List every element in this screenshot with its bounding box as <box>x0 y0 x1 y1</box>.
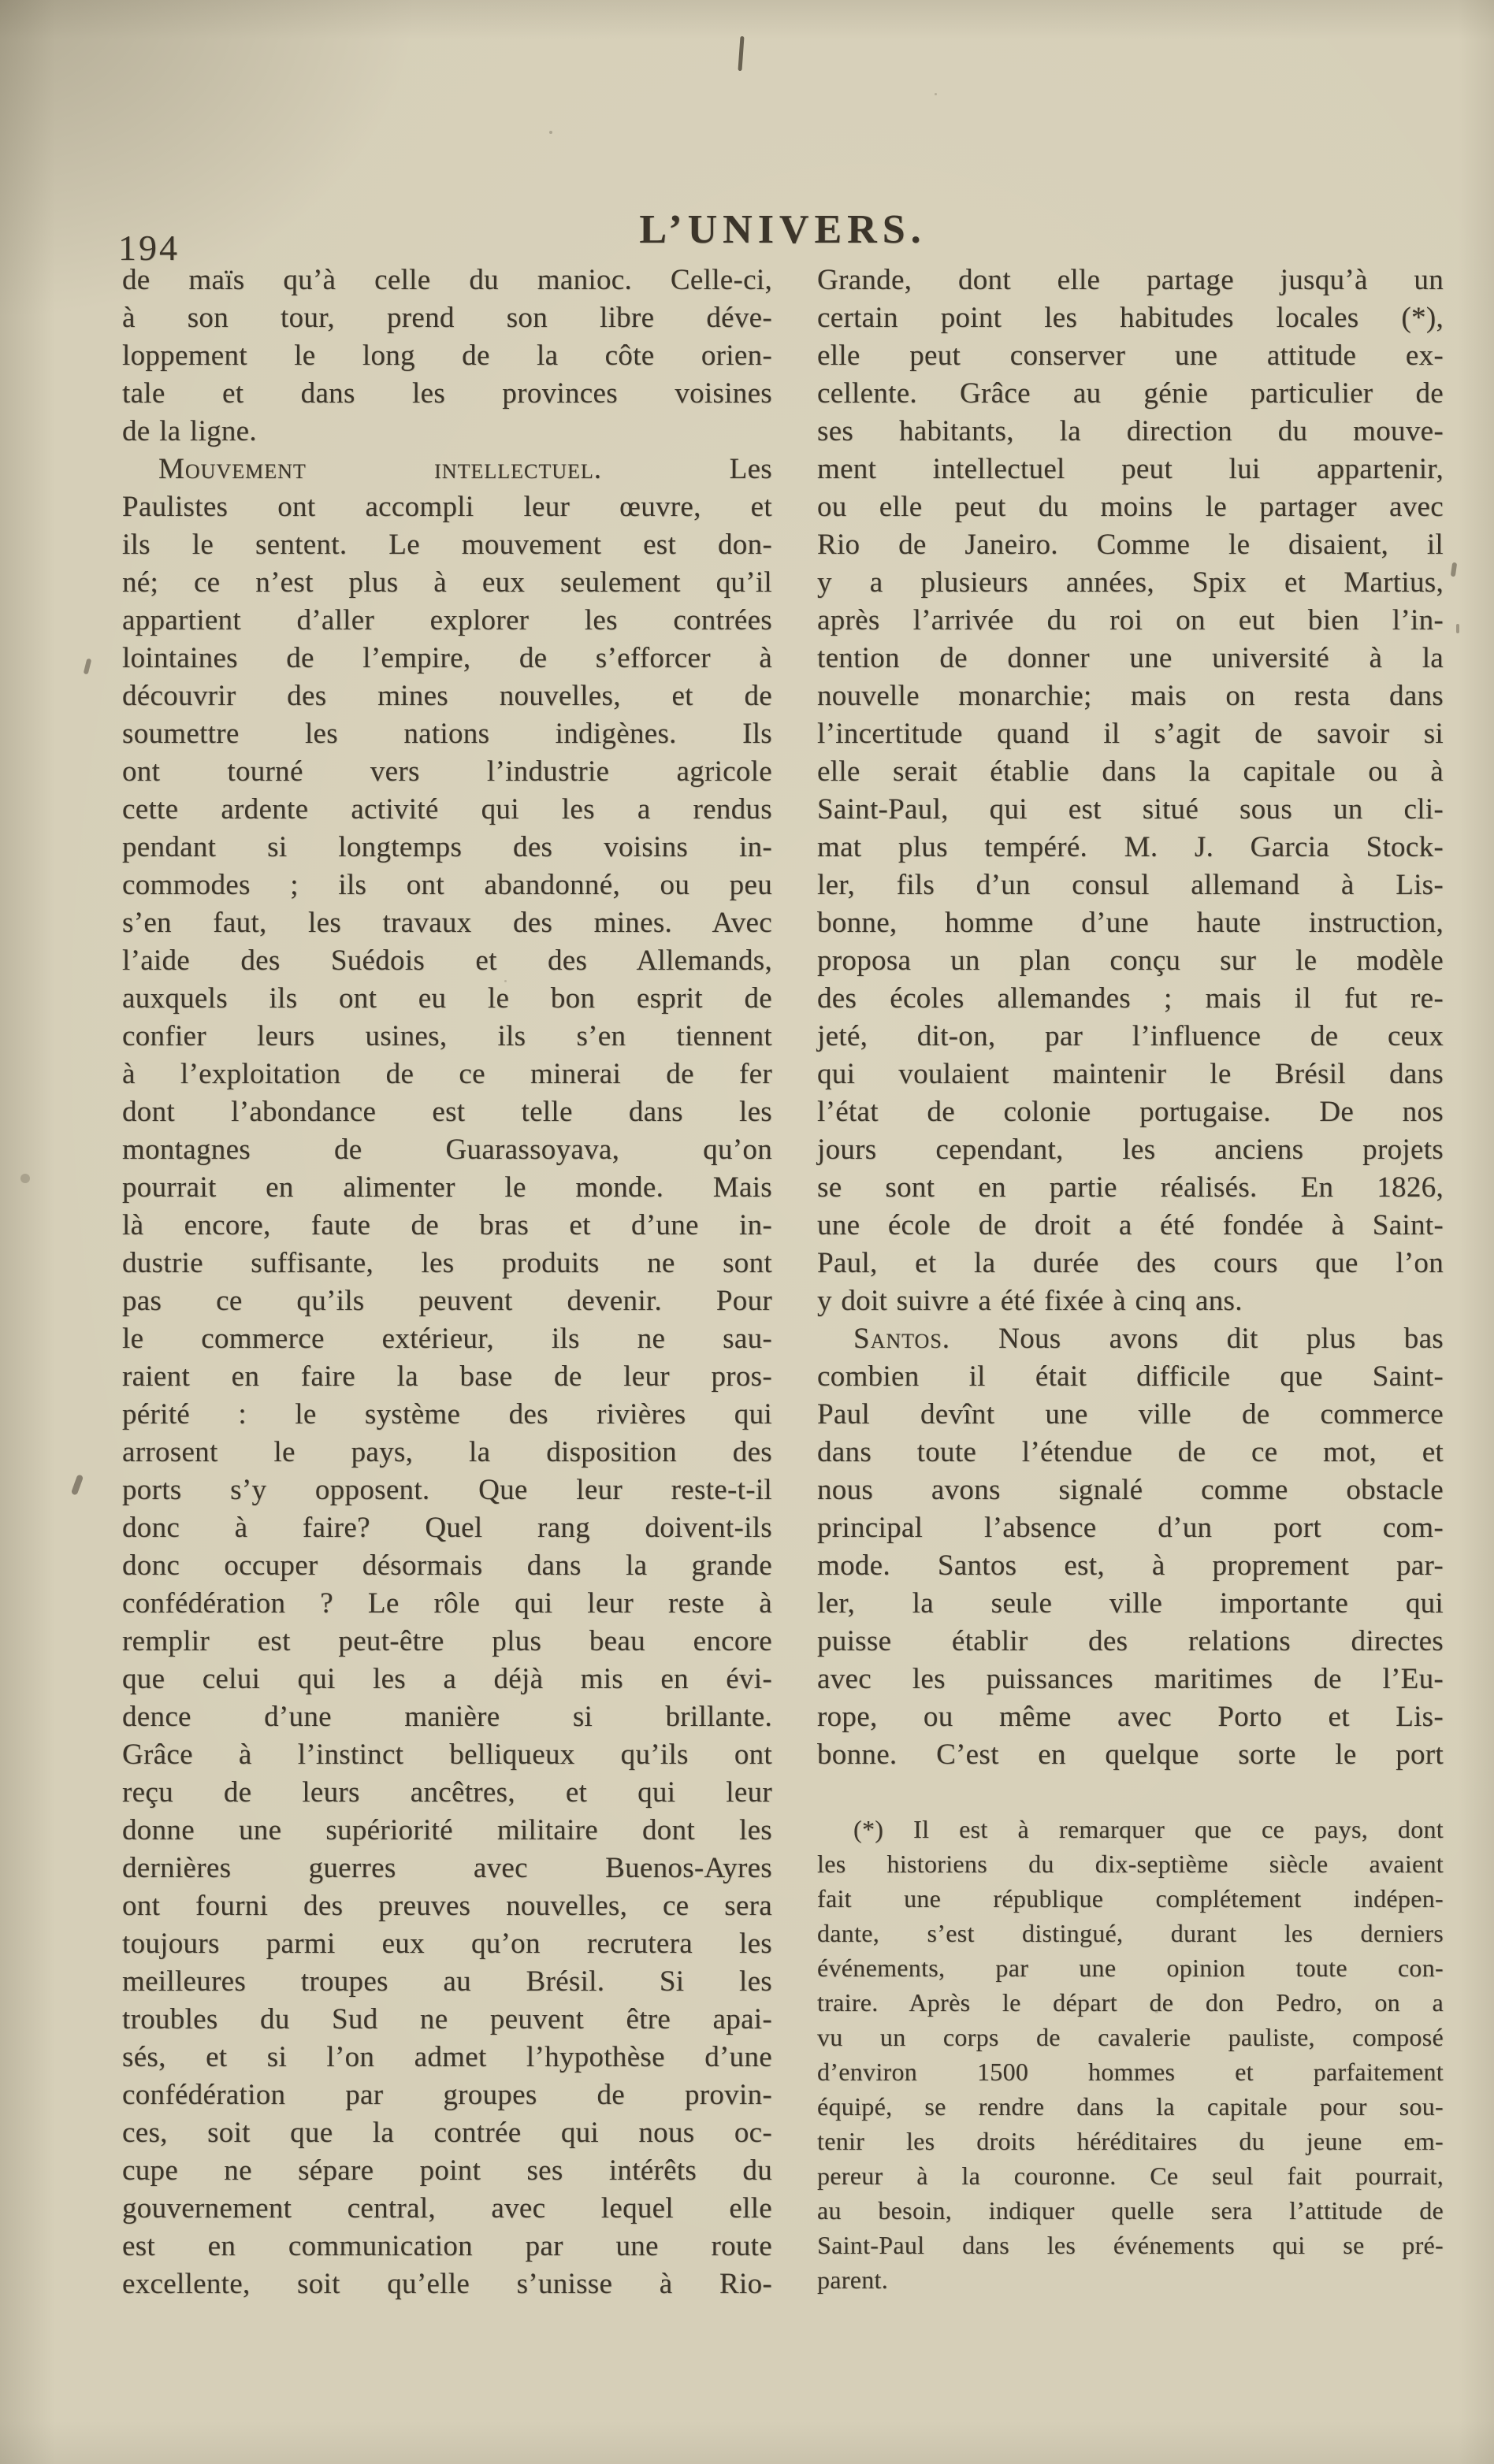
text-line: traire. Après le départ de don Pedro, on a <box>817 1988 1444 2017</box>
text-line: raient en faire la base de leur pros- <box>122 1360 772 1393</box>
text-line: des écoles allemandes ; mais il fut re- <box>817 982 1444 1015</box>
text-line: elle serait établie dans la capitale ou à <box>817 755 1444 788</box>
text-line: pereur à la couronne. Ce seul fait pourrait, <box>817 2162 1444 2190</box>
text-line: confédération par groupes de provin- <box>122 2079 772 2111</box>
text-line: pendant si longtemps des voisins in- <box>122 831 772 863</box>
text-line: pourrait en alimenter le monde. Mais <box>122 1171 772 1204</box>
text-line: donne une supériorité militaire dont les <box>122 1814 772 1846</box>
text-line: qui voulaient maintenir le Brésil dans <box>817 1058 1444 1090</box>
text-line: vu un corps de cavalerie pauliste, composé <box>817 2023 1444 2051</box>
text-line: Grâce à l’instinct belliqueux qu’ils ont <box>122 1739 772 1771</box>
text-line: arrosent le pays, la disposition des <box>122 1436 772 1468</box>
text-line: montagnes de Guarassoyava, qu’on <box>122 1134 772 1166</box>
text-line: remplir est peut-être plus beau encore <box>122 1625 772 1657</box>
left-column <box>122 262 772 2303</box>
text-line: l’aide des Suédois et des Allemands, <box>122 944 772 977</box>
text-line: lointaines de l’empire, de s’efforcer à <box>122 642 772 674</box>
text-line: après l’arrivée du roi on eut bien l’in- <box>817 604 1444 636</box>
ink-speck <box>935 93 937 95</box>
text-line: ou elle peut du moins le partager avec <box>817 491 1444 523</box>
text-line: ils le sentent. Le mouvement est don- <box>122 529 772 561</box>
right-column <box>817 262 1444 2303</box>
text-line: Paul, et la durée des cours que l’on <box>817 1247 1444 1279</box>
text-line: nouvelle monarchie; mais on resta dans <box>817 680 1444 712</box>
text-line: découvrir des mines nouvelles, et de <box>122 680 772 712</box>
text-line: meilleures troupes au Brésil. Si les <box>122 1965 772 1998</box>
scan-artifact <box>738 36 744 71</box>
text-line: cette ardente activité qui les a rendus <box>122 793 772 826</box>
text-line: excellente, soit qu’elle s’unisse à Rio- <box>122 2268 772 2300</box>
text-line: donc à faire? Quel rang doivent-ils <box>122 1512 772 1544</box>
text-line: ment intellectuel peut lui appartenir, <box>817 453 1444 485</box>
text-line: reçu de leurs ancêtres, et qui leur <box>122 1776 772 1809</box>
text-line: pas ce qu’ils peuvent devenir. Pour <box>122 1285 772 1317</box>
text-line: fait une république complétement indépen- <box>817 1884 1444 1913</box>
text-line: commodes ; ils ont abandonné, ou peu <box>122 869 772 901</box>
text-line: l’état de colonie portugaise. De nos <box>817 1096 1444 1128</box>
text-line: parent. <box>817 2265 889 2294</box>
text-line: elle peut conserver une attitude ex- <box>817 340 1444 372</box>
text-line: puisse établir des relations directes <box>817 1625 1444 1657</box>
text-line: gouvernement central, avec lequel elle <box>122 2192 772 2225</box>
text-line: à l’exploitation de ce minerai de fer <box>122 1058 772 1090</box>
text-line: combien il était difficile que Saint- <box>817 1360 1444 1393</box>
text-line: ont fourni des preuves nouvelles, ce sera <box>122 1890 772 1922</box>
text-line: ses habitants, la direction du mouve- <box>817 415 1444 447</box>
text-line: y a plusieurs années, Spix et Martius, <box>817 566 1444 599</box>
text-line: bonne. C’est en quelque sorte le port <box>817 1739 1444 1771</box>
text-line: ports s’y opposent. Que leur reste-t-il <box>122 1474 772 1506</box>
text-line: confédération ? Le rôle qui leur reste à <box>122 1587 772 1620</box>
ink-speck <box>1155 2010 1158 2013</box>
text-line: mat plus tempéré. M. J. Garcia Stock- <box>817 831 1444 863</box>
text-line: sés, et si l’on admet l’hypothèse d’une <box>122 2041 772 2073</box>
text-line: le commerce extérieur, ils ne sau- <box>122 1323 772 1355</box>
text-line: dans toute l’étendue de ce mot, et <box>817 1436 1444 1468</box>
text-line: les historiens du dix-septième siècle avaient <box>817 1850 1444 1878</box>
text-line: né; ce n’est plus à eux seulement qu’il <box>122 566 772 599</box>
text-line: à son tour, prend son libre déve- <box>122 302 772 334</box>
text-line: s’en faut, les travaux des mines. Avec <box>122 907 772 939</box>
text-line: appartient d’aller explorer les contrées <box>122 604 772 636</box>
running-title: L’UNIVERS. <box>639 207 927 252</box>
text-line: proposa un plan conçu sur le modèle <box>817 944 1444 977</box>
text-line: Saint-Paul, qui est situé sous un cli- <box>817 793 1444 826</box>
text-line: jours cependant, les anciens projets <box>817 1134 1444 1166</box>
text-line: ont tourné vers l’industrie agricole <box>122 755 772 788</box>
text-line: dence d’une manière si brillante. <box>122 1701 772 1733</box>
text-line: bonne, homme d’une haute instruction, <box>817 907 1444 939</box>
text-line: est en communication par une route <box>122 2230 772 2262</box>
text-line: troubles du Sud ne peuvent être apai- <box>122 2003 772 2035</box>
text-line: l’incertitude quand il s’agit de savoir si <box>817 718 1444 750</box>
page-number: 194 <box>118 228 180 268</box>
text-line: tention de donner une université à la <box>817 642 1444 674</box>
text-line: de maïs qu’à celle du manioc. Celle-ci, <box>122 264 772 296</box>
text-line: cupe ne sépare point ses intérêts du <box>122 2154 772 2187</box>
text-line: loppement le long de la côte orien- <box>122 340 772 372</box>
scan-artifact <box>20 1174 30 1183</box>
scan-artifact <box>1451 562 1457 577</box>
text-line: ces, soit que la contrée qui nous oc- <box>122 2117 772 2149</box>
text-line: Mouvement intellectuel. Les <box>158 453 772 485</box>
text-line: Rio de Janeiro. Comme le disaient, il <box>817 529 1444 561</box>
text-line: Paul devînt une ville de commerce <box>817 1398 1444 1431</box>
text-line: auxquels ils ont eu le bon esprit de <box>122 982 772 1015</box>
small-caps-heading: Santos. <box>853 1323 951 1355</box>
text-block <box>122 262 1444 2303</box>
text-line: (*) Il est à remarquer que ce pays, dont <box>853 1815 1444 1843</box>
text-line: équipé, se rendre dans la capitale pour sou- <box>817 2092 1444 2121</box>
text-line: dante, s’est distingué, durant les derniers <box>817 1919 1444 1947</box>
text-line: donc occuper désormais dans la grande <box>122 1549 772 1582</box>
text-line: d’environ 1500 hommes et parfaitement <box>817 2058 1444 2086</box>
scan-artifact <box>1456 624 1459 633</box>
scan-artifact <box>84 659 92 675</box>
text-line: cellente. Grâce au génie particulier de <box>817 377 1444 410</box>
text-line: confier leurs usines, ils s’en tiennent <box>122 1020 772 1052</box>
text-line: avec les puissances maritimes de l’Eu- <box>817 1663 1444 1695</box>
text-line: tale et dans les provinces voisines <box>122 377 772 410</box>
ink-speck <box>549 131 552 134</box>
text-line: soumettre les nations indigènes. Ils <box>122 718 772 750</box>
text-line: Saint-Paul dans les événements qui se pré- <box>817 2231 1444 2259</box>
text-line: Santos. Nous avons dit plus bas <box>853 1323 1444 1355</box>
text-line: y doit suivre a été fixée à cinq ans. <box>817 1285 1243 1317</box>
text-line: que celui qui les a déjà mis en évi- <box>122 1663 772 1695</box>
text-line: dernières guerres avec Buenos-Ayres <box>122 1852 772 1884</box>
small-caps-heading: Mouvement intellectuel. <box>158 453 602 485</box>
text-line: tenir les droits héréditaires du jeune em- <box>817 2127 1444 2155</box>
text-line: une école de droit a été fondée à Saint- <box>817 1209 1444 1241</box>
text-line: mode. Santos est, à proprement par- <box>817 1549 1444 1582</box>
footnote <box>817 1812 1444 2297</box>
text-line: au besoin, indiquer quelle sera l’attitude de <box>817 2196 1444 2225</box>
text-line: ler, fils d’un consul allemand à Lis- <box>817 869 1444 901</box>
text-line: jeté, dit-on, par l’influence de ceux <box>817 1020 1444 1052</box>
text-line: là encore, faute de bras et d’une in- <box>122 1209 772 1241</box>
right-column-main <box>817 262 1444 1774</box>
text-line: dont l’abondance est telle dans les <box>122 1096 772 1128</box>
scan-artifact <box>71 1474 84 1495</box>
text-line: nous avons signalé comme obstacle <box>817 1474 1444 1506</box>
text-line: se sont en partie réalisés. En 1826, <box>817 1171 1444 1204</box>
ink-speck <box>504 980 507 982</box>
text-line: toujours parmi eux qu’on recrutera les <box>122 1928 772 1960</box>
text-line: rope, ou même avec Porto et Lis- <box>817 1701 1444 1733</box>
text-line: de la ligne. <box>122 415 257 447</box>
text-line: événements, par une opinion toute con- <box>817 1954 1444 1982</box>
text-line: ler, la seule ville importante qui <box>817 1587 1444 1620</box>
text-line: Paulistes ont accompli leur œuvre, et <box>122 491 772 523</box>
text-line: certain point les habitudes locales (*), <box>817 302 1444 334</box>
text-line: Grande, dont elle partage jusqu’à un <box>817 264 1444 296</box>
text-line: dustrie suffisante, les produits ne sont <box>122 1247 772 1279</box>
text-line: principal l’absence d’un port com- <box>817 1512 1444 1544</box>
text-line: périté : le système des rivières qui <box>122 1398 772 1431</box>
